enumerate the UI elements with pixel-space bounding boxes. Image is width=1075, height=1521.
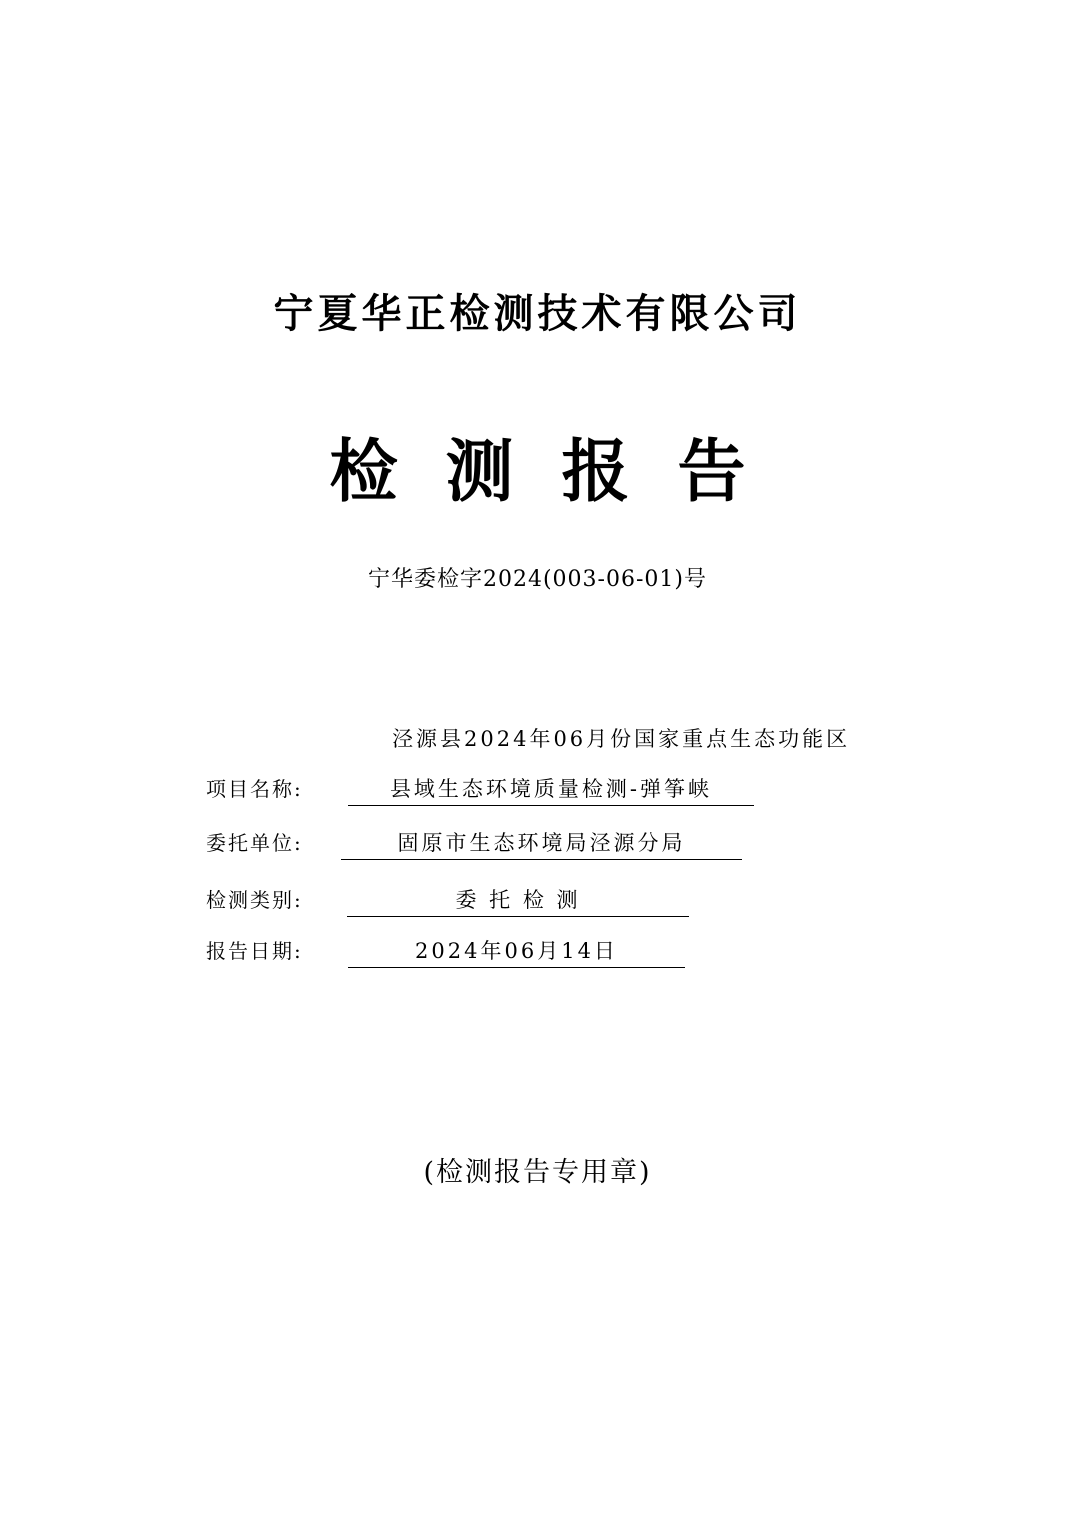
report-date-label: 报告日期: — [206, 939, 303, 963]
client-value: 固原市生态环境局泾源分局 — [341, 827, 742, 860]
client-label: 委托单位: — [206, 831, 303, 855]
report-date-value: 2024年06月14日 — [348, 935, 685, 968]
test-type-value: 委 托 检 测 — [347, 884, 689, 917]
test-type-row — [0, 884, 1075, 924]
project-name-label: 项目名称: — [206, 777, 303, 801]
report-date-row — [0, 935, 1075, 975]
report-title: 检测报告 — [329, 432, 794, 512]
stamp-note: (检测报告专用章) — [423, 1157, 652, 1188]
client-row — [0, 827, 1075, 867]
test-type-label: 检测类别: — [206, 888, 303, 912]
report-number: 宁华委检字2024(003-06-01)号 — [367, 567, 707, 592]
company-name: 宁夏华正检测技术有限公司 — [273, 290, 802, 337]
project-name-line2: 县域生态环境质量检测-弹筝峡 — [348, 773, 754, 806]
project-name-row — [0, 773, 1075, 813]
project-name-line1: 泾源县2024年06月份国家重点生态功能区 — [392, 727, 851, 751]
